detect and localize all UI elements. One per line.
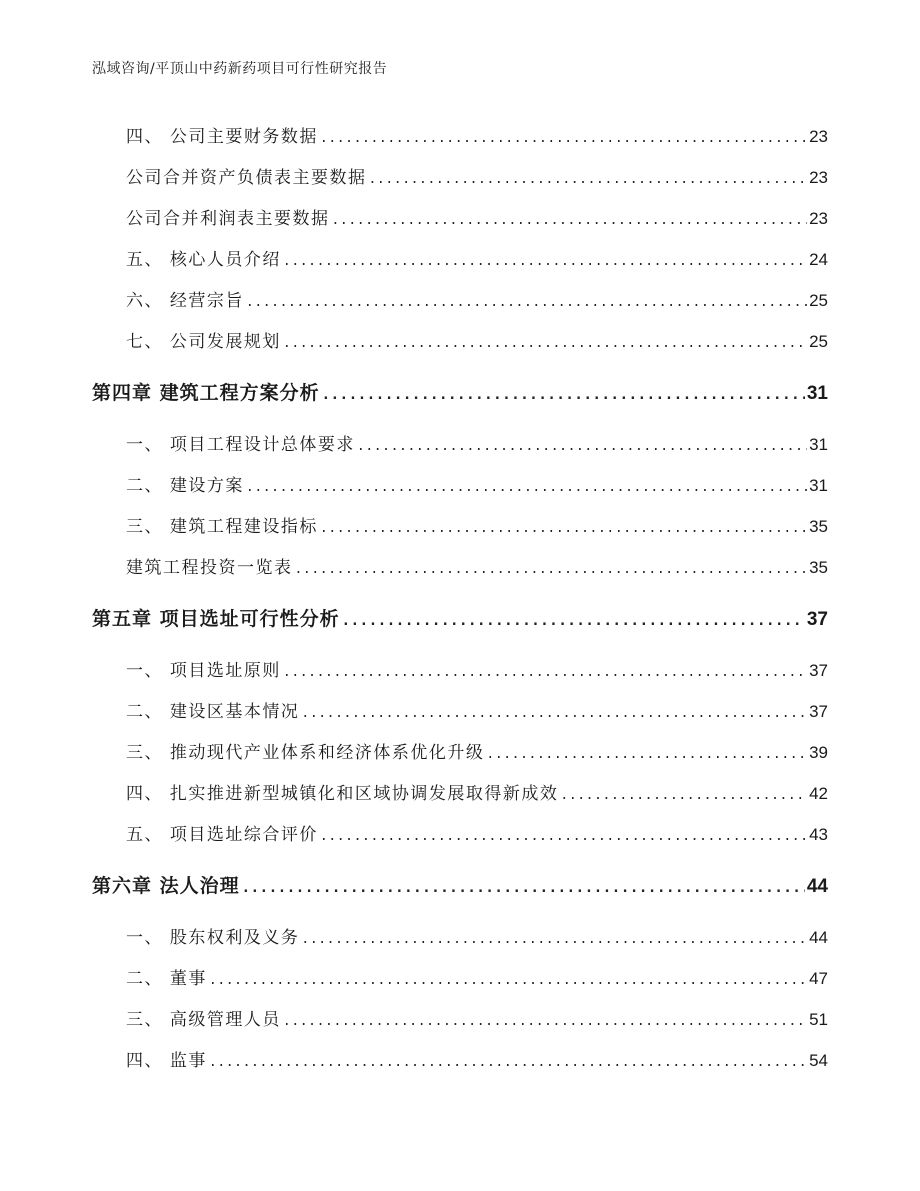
toc-dot-leader xyxy=(560,788,807,803)
toc-entry[interactable] xyxy=(126,553,828,579)
toc-chapter-title: 第五章 项目选址可行性分析 xyxy=(92,608,340,630)
toc-dot-leader xyxy=(301,932,807,947)
toc-dot-leader xyxy=(342,613,805,629)
toc-entry-title: 一、 项目选址原则 xyxy=(126,661,281,681)
toc-entry-page: 44 xyxy=(809,928,828,947)
toc-chapter-entry[interactable] xyxy=(92,378,828,404)
toc-dot-leader xyxy=(295,562,808,577)
toc-dot-leader xyxy=(357,439,807,454)
toc-entry-page: 23 xyxy=(809,127,828,146)
toc-dot-leader xyxy=(246,295,807,310)
toc-dot-leader xyxy=(242,880,805,896)
toc-dot-leader xyxy=(283,336,807,351)
toc-entry-page: 23 xyxy=(809,209,828,228)
toc-entry-title: 三、 推动现代产业体系和经济体系优化升级 xyxy=(126,743,485,763)
toc-dot-leader xyxy=(320,131,807,146)
toc-entry-title: 二、 建设方案 xyxy=(126,476,244,496)
toc-entry[interactable] xyxy=(126,204,828,230)
toc-dot-leader xyxy=(332,213,808,228)
toc-entry-title: 三、 建筑工程建设指标 xyxy=(126,517,318,537)
toc-entry-page: 37 xyxy=(809,702,828,721)
toc-chapter-entry[interactable] xyxy=(92,871,828,897)
running-header: 泓域咨询/平顶山中药新药项目可行性研究报告 xyxy=(92,61,388,77)
toc-entry-page: 43 xyxy=(809,825,828,844)
toc-entry[interactable] xyxy=(126,512,828,538)
toc-entry-title: 四、 扎实推进新型城镇化和区域协调发展取得新成效 xyxy=(126,784,559,804)
toc-entry[interactable] xyxy=(126,779,828,805)
toc-entry-title: 六、 经营宗旨 xyxy=(126,291,244,311)
toc-entry-title: 七、 公司发展规划 xyxy=(126,332,281,352)
toc-dot-leader xyxy=(283,1014,807,1029)
toc-dot-leader xyxy=(369,172,808,187)
toc-chapter-title: 第四章 建筑工程方案分析 xyxy=(92,382,320,404)
toc-dot-leader xyxy=(301,706,807,721)
toc-entry-page: 23 xyxy=(809,168,828,187)
toc-entry-title: 建筑工程投资一览表 xyxy=(126,558,293,578)
toc-entry-title: 四、 监事 xyxy=(126,1051,207,1071)
toc-entry-page: 31 xyxy=(809,435,828,454)
toc-entry[interactable] xyxy=(126,697,828,723)
toc-entry-title: 公司合并利润表主要数据 xyxy=(126,209,330,229)
toc-entry[interactable] xyxy=(126,1005,828,1031)
toc-chapter-entry[interactable] xyxy=(92,604,828,630)
toc-entry-page: 25 xyxy=(809,291,828,310)
toc-chapter-title: 第六章 法人治理 xyxy=(92,875,240,897)
toc-dot-leader xyxy=(283,665,807,680)
toc-dot-leader xyxy=(209,973,807,988)
toc-entry-page: 54 xyxy=(809,1051,828,1070)
toc-entry[interactable] xyxy=(126,923,828,949)
toc-entry-page: 25 xyxy=(809,332,828,351)
toc-dot-leader xyxy=(283,254,807,269)
toc-entry-page: 35 xyxy=(809,558,828,577)
toc-entry-title: 公司合并资产负债表主要数据 xyxy=(126,168,367,188)
toc-chapter-page: 37 xyxy=(806,609,828,630)
toc-dot-leader xyxy=(209,1055,807,1070)
toc-entry-page: 37 xyxy=(809,661,828,680)
toc-entry-title: 一、 项目工程设计总体要求 xyxy=(126,435,355,455)
toc-entry[interactable] xyxy=(126,964,828,990)
toc-entry-title: 四、 公司主要财务数据 xyxy=(126,127,318,147)
toc-entry-title: 一、 股东权利及义务 xyxy=(126,928,300,948)
toc-entry[interactable] xyxy=(126,656,828,682)
toc-entry[interactable] xyxy=(126,286,828,312)
toc-entry-page: 35 xyxy=(809,517,828,536)
toc-entry[interactable] xyxy=(126,122,828,148)
toc-entry[interactable] xyxy=(126,1046,828,1072)
toc-entry-title: 三、 高级管理人员 xyxy=(126,1010,281,1030)
toc-dot-leader xyxy=(322,387,805,403)
toc-entry-page: 31 xyxy=(809,476,828,495)
toc-entry[interactable] xyxy=(126,430,828,456)
toc-chapter-page: 31 xyxy=(806,383,828,404)
toc-entry-title: 五、 核心人员介绍 xyxy=(126,250,281,270)
toc-dot-leader xyxy=(320,521,807,536)
toc-entry[interactable] xyxy=(126,471,828,497)
toc-entry[interactable] xyxy=(126,163,828,189)
toc-dot-leader xyxy=(320,829,807,844)
toc-entry-title: 二、 董事 xyxy=(126,969,207,989)
toc-chapter-page: 44 xyxy=(806,876,828,897)
toc-entry[interactable] xyxy=(126,820,828,846)
toc-entry[interactable] xyxy=(126,738,828,764)
toc-entry-title: 二、 建设区基本情况 xyxy=(126,702,300,722)
toc-entry[interactable] xyxy=(126,245,828,271)
toc-entry-page: 42 xyxy=(809,784,828,803)
toc-entry-page: 39 xyxy=(809,743,828,762)
toc-entry-page: 51 xyxy=(809,1010,828,1029)
toc-entry-page: 24 xyxy=(809,250,828,269)
toc-dot-leader xyxy=(246,480,807,495)
toc-entry-page: 47 xyxy=(809,969,828,988)
toc-entry-title: 五、 项目选址综合评价 xyxy=(126,825,318,845)
toc-dot-leader xyxy=(486,747,807,762)
toc-entry[interactable] xyxy=(126,327,828,353)
